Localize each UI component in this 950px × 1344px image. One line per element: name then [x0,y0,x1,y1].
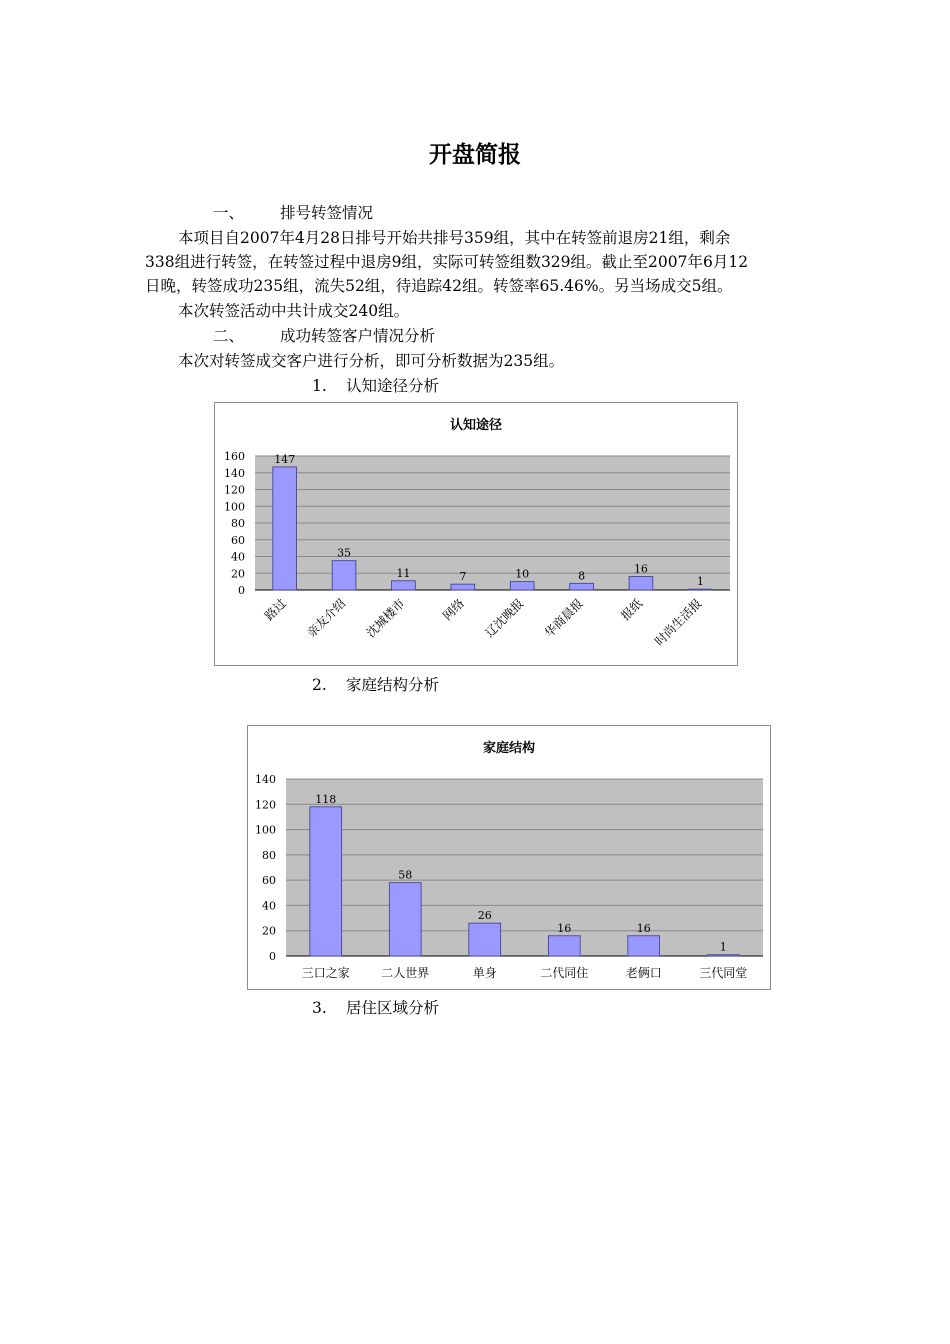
subsection-title: 居住区域分析 [346,999,440,1017]
section-number: 一、 [213,204,245,222]
bar [629,577,653,590]
y-tick-label: 20 [262,924,276,938]
subsection-title: 家庭结构分析 [346,676,440,694]
y-tick-label: 160 [224,450,245,463]
y-tick-label: 80 [262,848,276,862]
x-tick-label: 报纸 [618,596,646,624]
bar [707,955,739,956]
chart-awareness-channel [214,402,738,666]
bar [548,936,580,956]
paragraph-line: 日晚，转签成功235组，流失52组，待追踪42组。转签率65.46%。另当场成交5组。 [145,277,733,295]
x-tick-label: 路过 [261,596,289,624]
bar [392,581,416,590]
data-label: 10 [515,567,530,581]
subsection-number: 1. [312,377,327,395]
data-label: 147 [274,452,296,466]
bar [570,583,594,590]
y-tick-label: 140 [255,773,276,786]
subsection-title: 认知途径分析 [346,377,440,395]
chart-svg [215,403,737,665]
data-label: 16 [633,562,648,576]
data-label: 118 [315,792,337,806]
y-tick-label: 0 [238,584,245,597]
bar [469,923,501,956]
y-tick-label: 60 [231,533,245,547]
bar [510,582,534,590]
bar [451,584,475,590]
data-label: 1 [696,575,704,589]
y-tick-label: 100 [224,500,245,514]
x-tick-label: 二人世界 [381,966,430,980]
section-title: 成功转签客户情况分析 [280,327,436,345]
x-tick-label: 亲友介绍 [304,596,349,641]
bar [389,883,421,956]
paragraph-line: 本项目自2007年4月28日排号开始共排号359组，其中在转签前退房21组，剩余 [178,229,731,247]
y-tick-label: 60 [262,874,276,888]
x-tick-label: 时尚生活报 [652,596,705,649]
section-title: 排号转签情况 [280,204,374,222]
x-tick-label: 老俩口 [625,966,662,980]
y-tick-label: 100 [255,823,276,837]
chart-svg [248,726,770,989]
bar [273,467,297,590]
data-label: 16 [636,921,651,935]
data-label: 7 [459,570,467,584]
bar [628,936,660,956]
bar [688,589,712,590]
x-tick-label: 华商晨报 [541,596,586,641]
data-label: 16 [557,921,572,935]
y-tick-label: 120 [255,798,276,812]
data-label: 58 [398,868,413,882]
data-label: 35 [337,546,352,560]
x-tick-label: 网络 [440,596,467,624]
plot-area [286,779,763,956]
data-label: 11 [396,566,411,580]
chart-title: 家庭结构 [482,741,535,756]
y-tick-label: 140 [224,466,245,480]
data-label: 1 [719,940,727,954]
chart-family-structure [247,725,771,990]
paragraph-line: 本次对转签成交客户进行分析，即可分析数据为235组。 [178,352,565,370]
x-tick-label: 二代同住 [540,966,589,980]
chart-title: 认知途径 [449,418,502,433]
x-tick-label: 沈城楼市 [363,596,408,641]
x-tick-label: 三代同堂 [699,966,748,980]
section-number: 二、 [213,327,245,345]
bar [310,807,342,956]
paragraph-line: 338组进行转签，在转签过程中退房9组，实际可转签组数329组。截止至2007年6月12 [145,253,749,271]
x-tick-label: 单身 [472,966,497,980]
document-title: 开盘简报 [429,142,521,168]
y-tick-label: 40 [231,550,245,564]
subsection-number: 3. [312,999,327,1017]
y-tick-label: 40 [262,899,276,913]
subsection-number: 2. [312,676,327,694]
x-tick-label: 三口之家 [301,966,350,980]
y-tick-label: 0 [269,950,276,963]
y-tick-label: 20 [231,567,245,581]
bar [332,561,356,590]
x-tick-label: 辽沈晚报 [482,596,527,641]
paragraph-line: 本次转签活动中共计成交240组。 [178,302,410,320]
y-tick-label: 80 [231,517,245,530]
data-label: 26 [477,909,492,923]
data-label: 8 [578,569,586,583]
y-tick-label: 120 [224,483,245,497]
